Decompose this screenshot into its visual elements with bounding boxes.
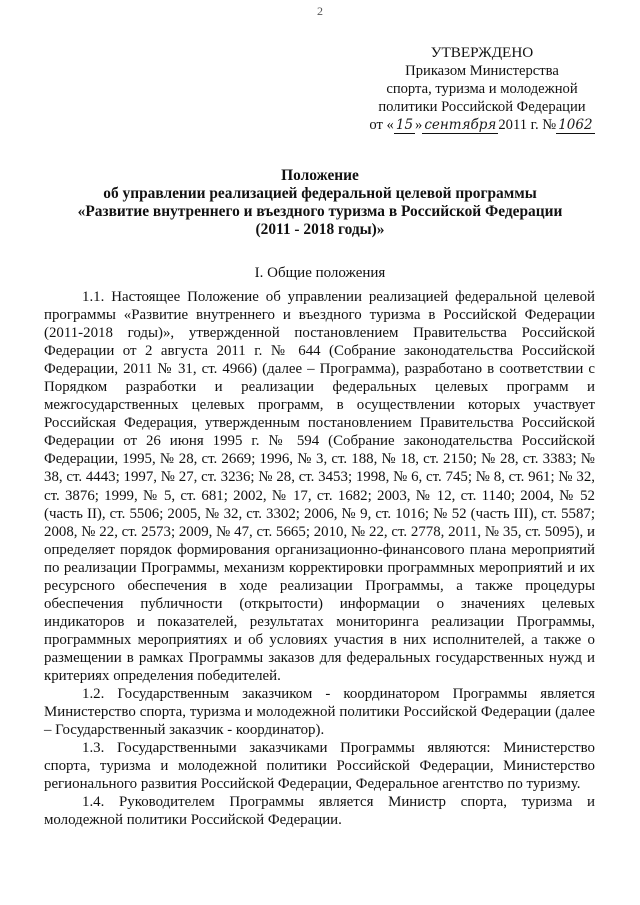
document-body: [44, 288, 595, 829]
approval-block: [366, 44, 598, 134]
section-heading: I. Общие положения: [254, 265, 386, 281]
title-line-2: об управлении реализацией федеральной целевой программы: [103, 185, 537, 202]
approval-line-3: политики Российской Федерации: [378, 99, 586, 115]
title-line-3: «Развитие внутреннего и въездного туризма в Российской Федерации: [77, 203, 563, 220]
approval-line-2: спорта, туризма и молодежной: [386, 81, 578, 97]
paragraph-1-2: 1.2. Государственным заказчиком - координатором Программы является Министерство спорта, туризма и молодежной политики Российской Федерации (далее – Государственный заказчик - координатор).: [44, 686, 595, 739]
paragraph-1-1: 1.1. Настоящее Положение об управлении реализацией федеральной целевой программы «Развитие внутреннего и въездного туризма в Российской Федерации (2011-2018 годы)», утвержденной постановлением Правительства Российской Федерации от 2 августа 2011 г. № 644 (Собрание законодательства Российской Федерации, 2011 № 31, ст. 4966) (далее – Программа), разработано в соответствии с Порядком разработки и реализации федеральных целевых программ и межгосударственных целевых программ, в осуществлении которых участвует Российская Федерация, утвержденным постановлением Правительства Российской Федерации от 26 июня 1995 г. № 594 (Собрание законодательства Российской Федерации, 1995, № 28, ст. 2669; 1996, № 3, ст. 188, № 18, ст. 2150; № 28, ст. 3383; № 38, ст. 4443; 1997, № 27, ст. 3236; № 28, ст. 3453; 1998, № 6, ст. 745; № 8, ст. 961; № 32, ст. 3876; 1999, № 5, ст. 681; 2002, № 17, ст. 1682; 2003, № 12, ст. 1140; 2004, № 52 (часть II), ст. 5506; 2005, № 32, ст. 3302; 2006, № 9, ст. 1016; № 52 (часть III), ст. 5587; 2008, № 22, ст. 2573; 2009, № 47, ст. 5665; 2010, № 22, ст. 2778, 2011, № 35, ст. 5095), и определяет порядок формирования организационно-финансового плана мероприятий по реализации Программы, механизм корректировки программных мероприятий и их ресурсного обеспечения в ходе реализации Программы, а также процедуры обеспечения публичности (открытости) информации о значениях целевых индикаторов и показателей, результатах мониторинга реализации Программы, программных мероприятиях и об условиях участия в них исполнителей, а также о размещении в рамках Программы заказов для федеральных государственных нужд и критериях определения победителей.: [44, 289, 595, 684]
paragraph-1-3: 1.3. Государственными заказчиками Программы являются: Министерство спорта, туризма и молодежной политики Российской Федерации, Министерство регионального развития Российской Федерации, Федеральное агентство по туризму.: [44, 740, 595, 793]
handwritten-day: 15: [395, 117, 414, 133]
handwritten-order-number: 1062: [558, 117, 593, 133]
paragraph-1-4: 1.4. Руководителем Программы является Министр спорта, туризма и молодежной политики Российской Федерации.: [44, 794, 595, 829]
date-mid: »: [415, 117, 423, 133]
document-title: [40, 167, 600, 239]
page-number: 2: [317, 4, 323, 18]
date-year: 2011 г. №: [498, 117, 557, 133]
date-prefix: от «: [369, 117, 394, 133]
approval-date-line: [366, 116, 598, 134]
handwritten-month: сентября: [424, 117, 497, 133]
approval-heading: УТВЕРЖДЕНО: [430, 44, 534, 61]
title-line-1: Положение: [281, 167, 359, 184]
title-line-4: (2011 - 2018 годы)»: [255, 221, 385, 238]
approval-line-1: Приказом Министерства: [405, 63, 559, 79]
